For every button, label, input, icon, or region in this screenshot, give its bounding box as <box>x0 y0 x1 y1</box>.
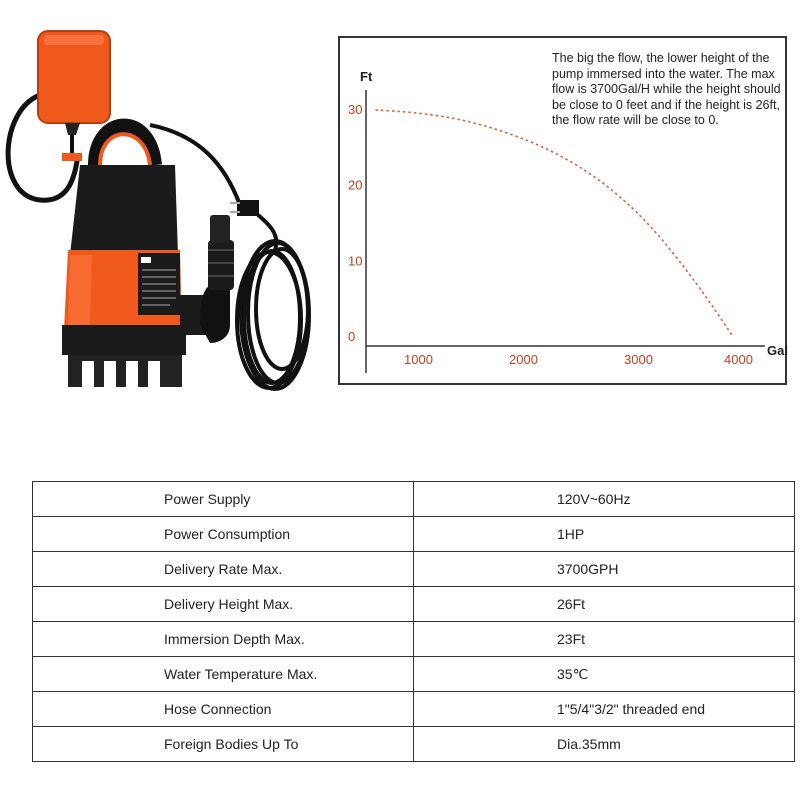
spec-value: 23Ft <box>414 622 795 657</box>
pump-product-image <box>0 25 330 400</box>
spec-value: 1HP <box>414 517 795 552</box>
table-row <box>33 587 795 622</box>
spec-label: Foreign Bodies Up To <box>33 727 414 762</box>
x-tick-label: 1000 <box>404 352 433 367</box>
y-tick-label: 20 <box>348 177 363 193</box>
table-row <box>33 692 795 727</box>
y-tick-label: 30 <box>348 102 363 117</box>
table-row <box>33 622 795 657</box>
spec-value: 35℃ <box>414 657 795 692</box>
spec-value: 26Ft <box>414 587 795 622</box>
table-row <box>33 552 795 587</box>
x-tick-label: 2000 <box>509 352 538 367</box>
x-tick-label: 4000 <box>724 352 753 367</box>
chart-annotation: The big the flow, the lower height of the pump immersed into the water. The max flow is 3700Gal/H while the height should be close to 0 feet and if the height is 26ft, the flow rate will be close to 0. <box>552 51 781 127</box>
table-row <box>33 727 795 762</box>
spec-value: Dia.35mm <box>414 727 795 762</box>
spec-label: Power Supply <box>33 482 414 517</box>
spec-label: Water Temperature Max. <box>33 657 414 692</box>
table-row <box>33 482 795 517</box>
x-tick-label: 3000 <box>624 352 653 367</box>
spec-value: 1"5/4"3/2" threaded end <box>414 692 795 727</box>
spec-label: Delivery Rate Max. <box>33 552 414 587</box>
y-tick-label: 10 <box>348 253 363 269</box>
table-row <box>33 517 795 552</box>
spec-label: Hose Connection <box>33 692 414 727</box>
spec-table <box>32 481 795 762</box>
spec-label: Power Consumption <box>33 517 414 552</box>
flow-height-chart <box>338 36 787 385</box>
y-axis-label: Ft <box>360 69 373 84</box>
spec-label: Delivery Height Max. <box>33 587 414 622</box>
spec-value: 3700GPH <box>414 552 795 587</box>
table-row <box>33 657 795 692</box>
spec-label: Immersion Depth Max. <box>33 622 414 657</box>
spec-value: 120V~60Hz <box>414 482 795 517</box>
y-tick-label: 0 <box>348 329 356 344</box>
x-axis-label: Gal <box>767 343 788 358</box>
flow-curve <box>376 110 732 335</box>
